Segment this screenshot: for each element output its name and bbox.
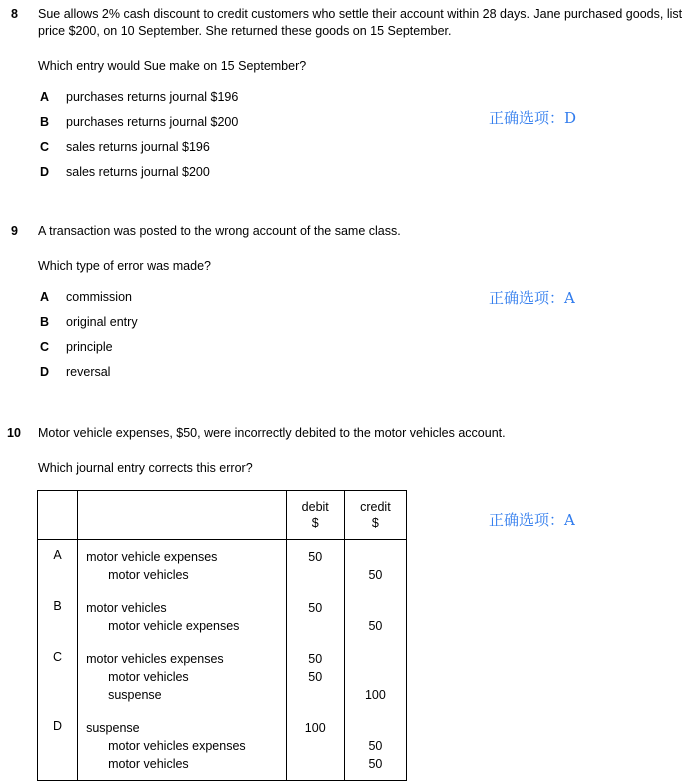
option-8-a-letter: A bbox=[40, 90, 50, 104]
row-c-debit-3 bbox=[287, 686, 344, 704]
row-c-debit-2: 50 bbox=[308, 670, 323, 684]
row-b-debit-2 bbox=[287, 617, 344, 635]
table-row[interactable] bbox=[38, 711, 407, 781]
row-b-letter: B bbox=[38, 591, 78, 642]
journal-table-body bbox=[38, 540, 407, 781]
answer-annotation-9 bbox=[489, 289, 575, 307]
row-a-credit-2: 50 bbox=[368, 568, 383, 582]
row-a-debit-1: 50 bbox=[308, 550, 323, 564]
row-c-letter: C bbox=[38, 642, 78, 711]
header-credit-currency: $ bbox=[371, 516, 379, 530]
row-d-debit-1: 100 bbox=[304, 721, 326, 735]
row-c-credit-2 bbox=[345, 668, 406, 686]
answer-annotation-10 bbox=[489, 511, 575, 529]
option-8-b-letter: B bbox=[40, 115, 50, 129]
question-10-stem-block bbox=[0, 425, 698, 442]
question-9 bbox=[0, 223, 698, 389]
question-9-stem-block bbox=[0, 223, 698, 240]
question-9-sub-question: Which type of error was made? bbox=[38, 259, 211, 273]
option-8-b[interactable] bbox=[0, 114, 698, 139]
row-b-line-2: motor vehicle expenses bbox=[108, 619, 240, 633]
option-9-d-text: reversal bbox=[66, 365, 111, 379]
option-8-d[interactable] bbox=[0, 164, 698, 189]
row-a-description bbox=[78, 540, 287, 592]
table-row[interactable] bbox=[38, 540, 407, 592]
option-8-d-text: sales returns journal $200 bbox=[66, 165, 210, 179]
question-10-sub-question: Which journal entry corrects this error? bbox=[38, 461, 253, 475]
header-cell-debit bbox=[286, 491, 344, 540]
option-8-a-text: purchases returns journal $196 bbox=[66, 90, 239, 104]
row-b-line-1: motor vehicles bbox=[86, 601, 167, 615]
row-d-debit bbox=[286, 711, 344, 781]
option-8-a[interactable] bbox=[0, 89, 698, 114]
option-9-a-letter: A bbox=[40, 290, 50, 304]
row-c-credit-3: 100 bbox=[364, 688, 386, 702]
row-a-credit bbox=[344, 540, 406, 592]
row-a-letter: A bbox=[38, 540, 78, 592]
answer-annotation-8 bbox=[489, 109, 576, 127]
option-9-b[interactable] bbox=[0, 314, 698, 339]
journal-entry-table bbox=[37, 490, 407, 781]
journal-table-header bbox=[38, 491, 407, 540]
row-d-credit-1 bbox=[345, 719, 406, 737]
question-9-number: 9 bbox=[11, 224, 18, 238]
header-cell-letter bbox=[38, 491, 78, 540]
header-debit-currency: $ bbox=[311, 516, 319, 530]
option-9-a-text: commission bbox=[66, 290, 132, 304]
option-9-c[interactable] bbox=[0, 339, 698, 364]
question-10 bbox=[0, 425, 698, 477]
answer-annotation-8-value: D bbox=[564, 109, 577, 127]
row-a-credit-1 bbox=[345, 548, 406, 566]
option-9-b-letter: B bbox=[40, 315, 50, 329]
row-c-line-3: suspense bbox=[108, 688, 162, 702]
row-c-debit bbox=[286, 642, 344, 711]
row-b-credit-2: 50 bbox=[368, 619, 383, 633]
row-c-debit-1: 50 bbox=[308, 652, 323, 666]
row-d-credit bbox=[344, 711, 406, 781]
row-b-credit-1 bbox=[345, 599, 406, 617]
row-d-credit-3: 50 bbox=[368, 757, 383, 771]
row-d-line-1: suspense bbox=[86, 721, 140, 735]
question-8-stem-block bbox=[0, 6, 698, 40]
question-10-stem-text: Motor vehicle expenses, $50, were incorrectly debited to the motor vehicles account. bbox=[38, 426, 506, 440]
row-d-debit-2 bbox=[287, 737, 344, 755]
row-c-description bbox=[78, 642, 287, 711]
question-8-sub-question: Which entry would Sue make on 15 September? bbox=[38, 59, 307, 73]
row-d-debit-3 bbox=[287, 755, 344, 773]
answer-annotation-10-label: 正确选项： bbox=[489, 511, 565, 529]
row-d-line-3: motor vehicles bbox=[108, 757, 189, 771]
row-b-description bbox=[78, 591, 287, 642]
row-d-letter: D bbox=[38, 711, 78, 781]
option-9-c-letter: C bbox=[40, 340, 50, 354]
row-a-debit bbox=[286, 540, 344, 592]
header-debit-label: debit bbox=[301, 500, 329, 514]
question-10-number: 10 bbox=[7, 426, 21, 440]
row-c-line-1: motor vehicles expenses bbox=[86, 652, 224, 666]
option-9-a[interactable] bbox=[0, 289, 698, 314]
option-9-d[interactable] bbox=[0, 364, 698, 389]
option-8-c-letter: C bbox=[40, 140, 50, 154]
header-cell-credit bbox=[344, 491, 406, 540]
row-b-debit-1: 50 bbox=[308, 601, 323, 615]
question-9-options bbox=[0, 289, 698, 389]
option-9-d-letter: D bbox=[40, 365, 50, 379]
answer-annotation-9-label: 正确选项： bbox=[489, 289, 565, 307]
option-9-c-text: principle bbox=[66, 340, 113, 354]
answer-annotation-10-value: A bbox=[564, 511, 575, 529]
row-d-line-2: motor vehicles expenses bbox=[108, 739, 246, 753]
header-credit-label: credit bbox=[360, 500, 391, 514]
question-9-stem-text: A transaction was posted to the wrong account of the same class. bbox=[38, 224, 401, 238]
option-8-c[interactable] bbox=[0, 139, 698, 164]
row-c-line-2: motor vehicles bbox=[108, 670, 189, 684]
row-b-credit bbox=[344, 591, 406, 642]
row-a-line-1: motor vehicle expenses bbox=[86, 550, 218, 564]
row-c-credit bbox=[344, 642, 406, 711]
header-cell-description bbox=[78, 491, 287, 540]
journal-table-header-row bbox=[38, 491, 407, 540]
question-8 bbox=[0, 6, 698, 189]
row-d-description bbox=[78, 711, 287, 781]
option-8-d-letter: D bbox=[40, 165, 50, 179]
row-a-debit-2 bbox=[287, 566, 344, 584]
table-row[interactable] bbox=[38, 591, 407, 642]
question-8-stem-text: Sue allows 2% cash discount to credit customers who settle their account within 28 days. Jane purchased goods, list price $200, on 10 September. She returned these goods on 15 September. bbox=[38, 7, 683, 38]
question-8-options bbox=[0, 89, 698, 189]
row-d-credit-2: 50 bbox=[368, 739, 383, 753]
question-8-number: 8 bbox=[11, 7, 18, 21]
row-b-debit bbox=[286, 591, 344, 642]
option-8-c-text: sales returns journal $196 bbox=[66, 140, 210, 154]
row-a-line-2: motor vehicles bbox=[108, 568, 189, 582]
option-9-b-text: original entry bbox=[66, 315, 138, 329]
row-c-credit-1 bbox=[345, 650, 406, 668]
option-8-b-text: purchases returns journal $200 bbox=[66, 115, 239, 129]
answer-annotation-9-value: A bbox=[564, 289, 575, 307]
table-row[interactable] bbox=[38, 642, 407, 711]
answer-annotation-8-label: 正确选项： bbox=[489, 109, 565, 127]
